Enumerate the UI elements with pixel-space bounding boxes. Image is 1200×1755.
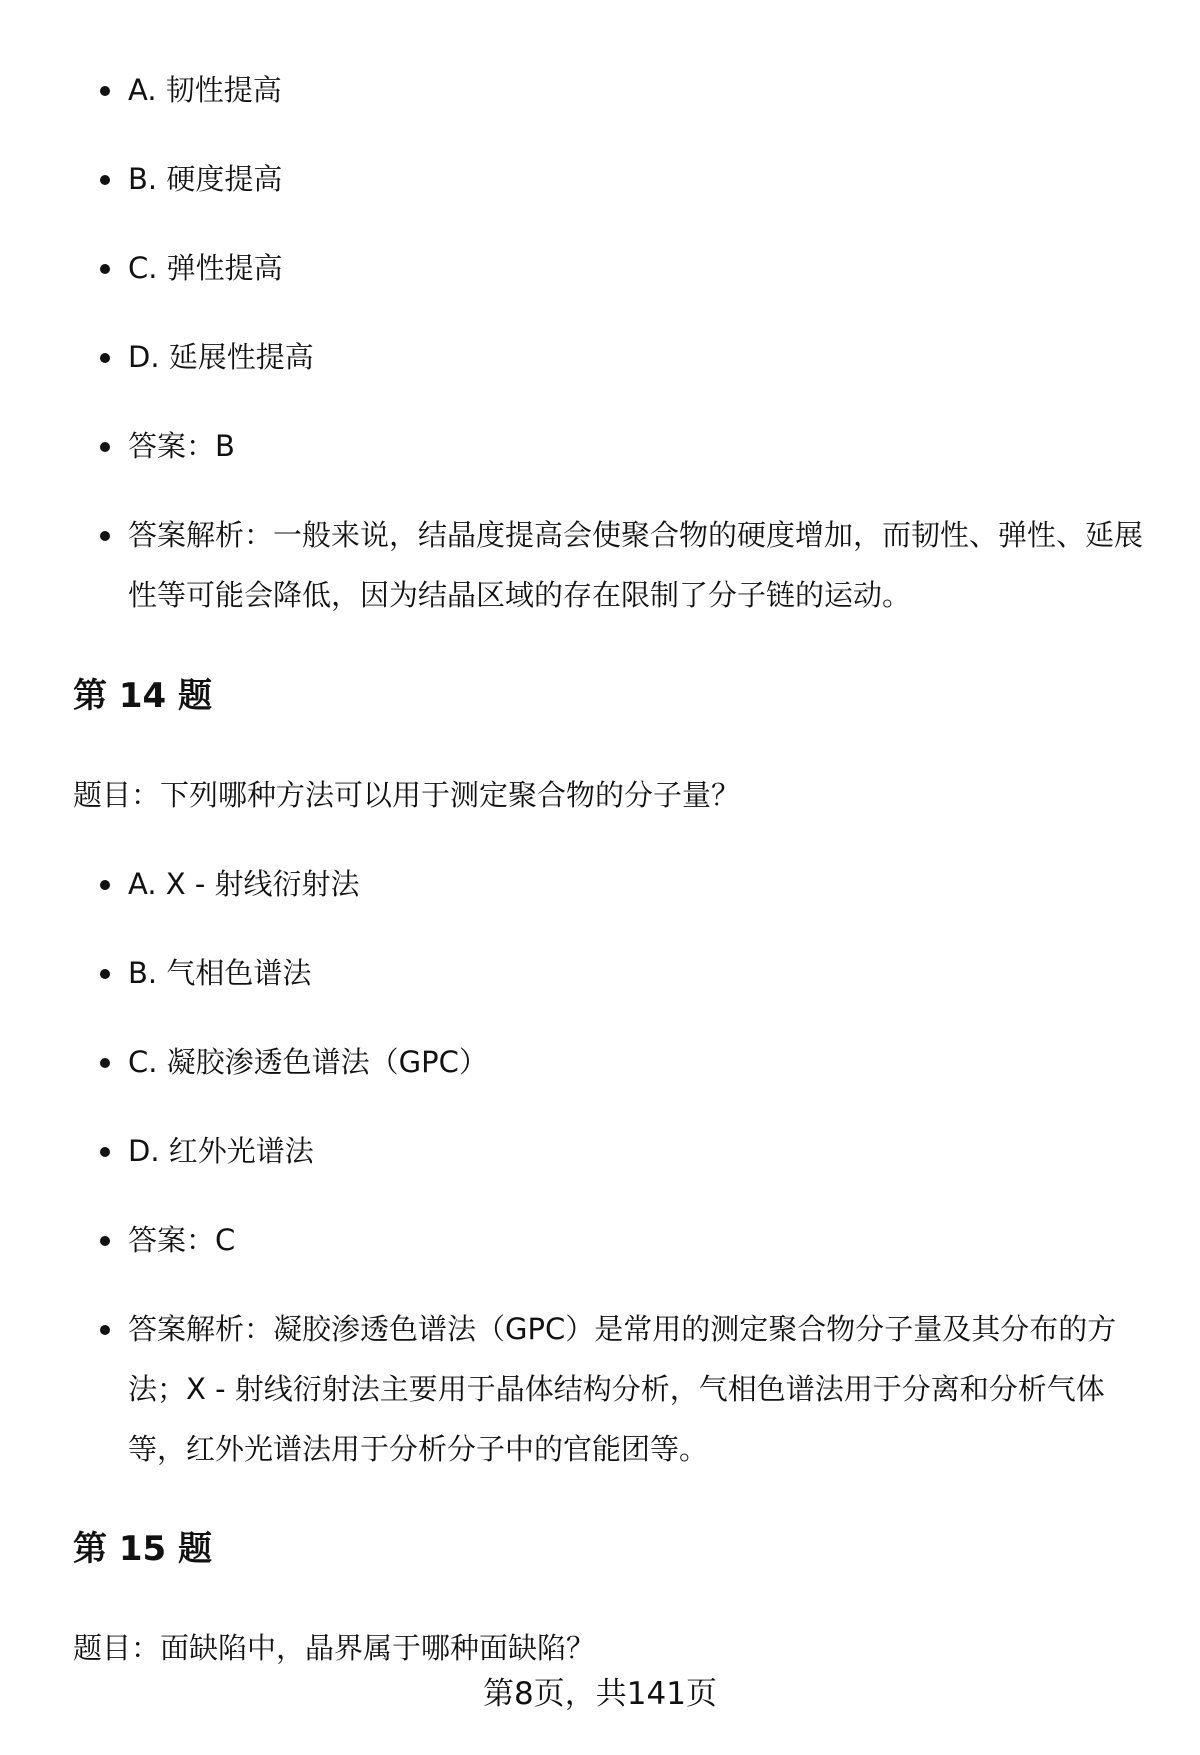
q14-option-c: C. 凝胶渗透色谱法（GPC） [128, 1032, 1143, 1092]
q14-answer: 答案：C [128, 1210, 1143, 1270]
q13-option-c: C. 弹性提高 [128, 238, 1143, 298]
page-number-footer: 第8页，共141页 [483, 1676, 717, 1712]
q13-answer: 答案：B [128, 416, 1143, 476]
q13-option-d: D. 延展性提高 [128, 327, 1143, 387]
q14-question: 题目：下列哪种方法可以用于测定聚合物的分子量？ [73, 778, 741, 812]
q13-option-a: A. 韧性提高 [128, 60, 1143, 120]
q14-option-d: D. 红外光谱法 [128, 1121, 1143, 1181]
q13-option-b: B. 硬度提高 [128, 149, 1143, 209]
q15-heading: 第 15 题 [73, 1529, 212, 1569]
q14-option-b: B. 气相色谱法 [128, 943, 1143, 1003]
q13-explanation: 答案解析：一般来说，结晶度提高会使聚合物的硬度增加，而韧性、弹性、延展性等可能会降低，因为结晶区域的存在限制了分子链的运动。 [128, 505, 1143, 625]
q14-explanation: 答案解析：凝胶渗透色谱法（GPC）是常用的测定聚合物分子量及其分布的方法；X - 射线衍射法主要用于晶体结构分析，气相色谱法用于分离和分析气体等，红外光谱法用于分析分子中的官能团等。 [128, 1299, 1143, 1479]
q15-question: 题目：面缺陷中，晶界属于哪种面缺陷？ [73, 1631, 596, 1665]
q14-option-a: A. X - 射线衍射法 [128, 854, 1143, 914]
q14-heading: 第 14 题 [73, 676, 212, 716]
